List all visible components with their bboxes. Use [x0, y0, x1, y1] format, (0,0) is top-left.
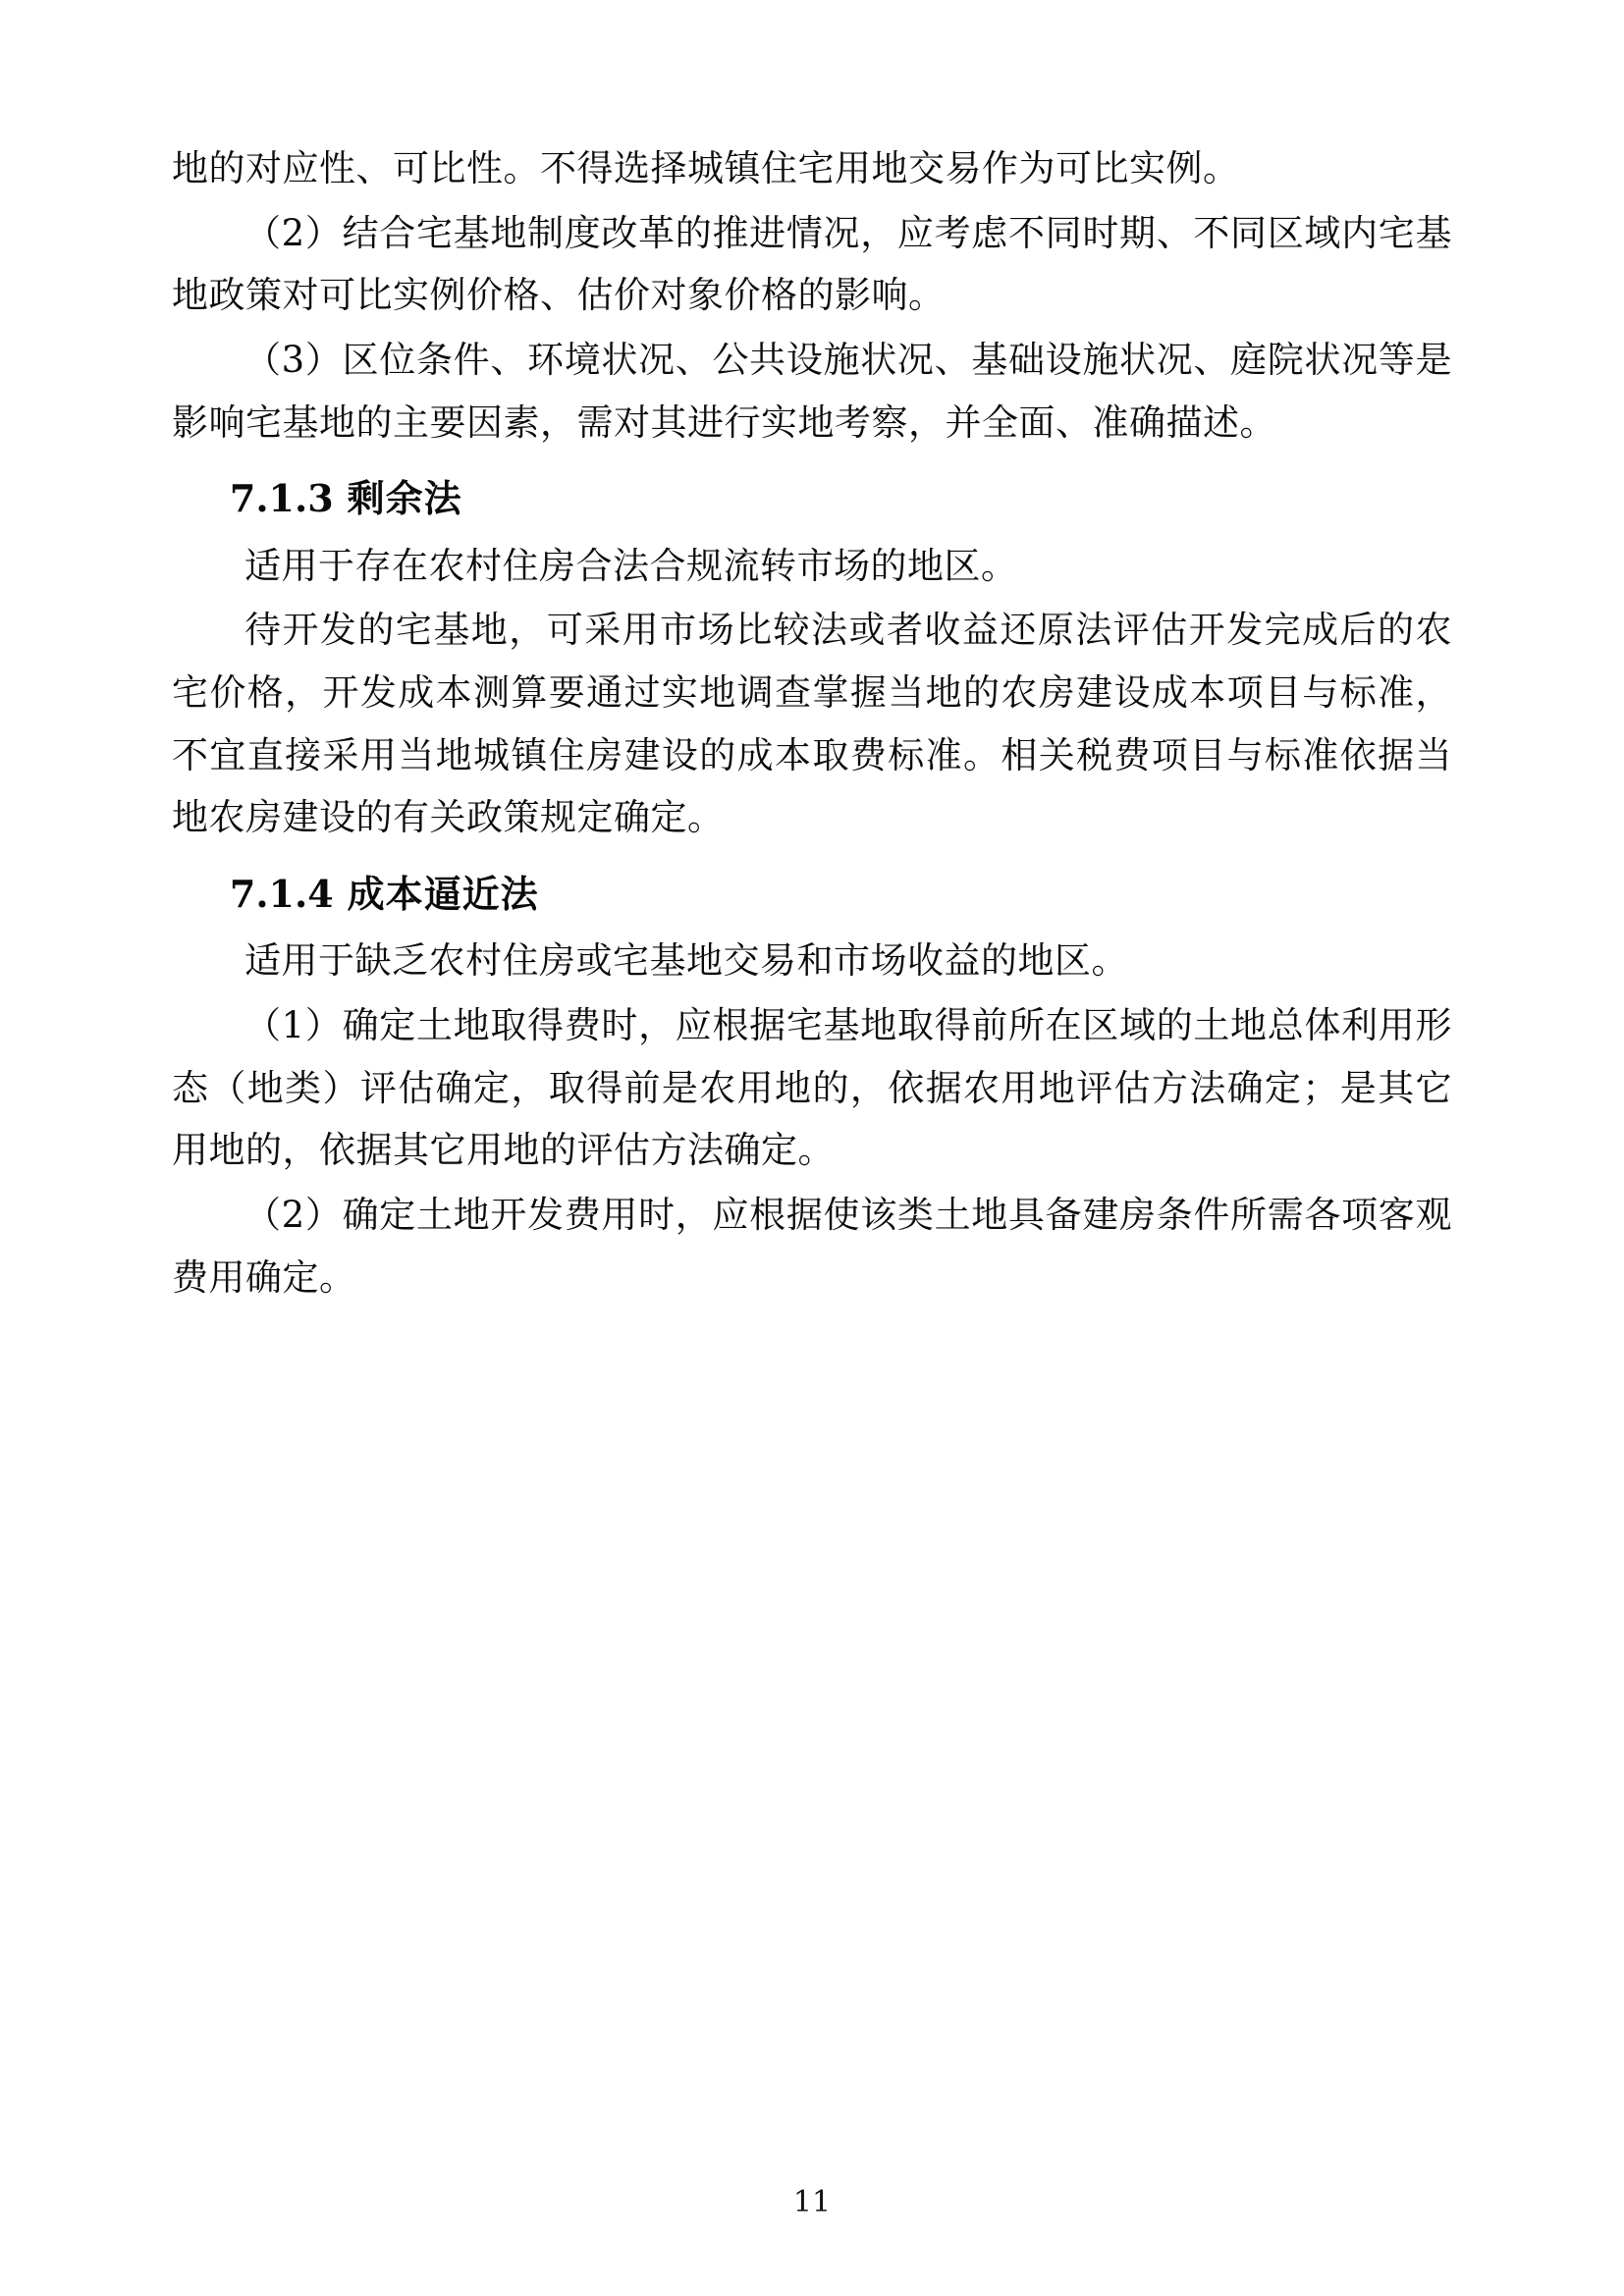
page-number: 11 — [792, 2185, 832, 2219]
paragraph-cost-item-2: （2）确定土地开发费用时，应根据使该类土地具备建房条件所需各项客观费用确定。 — [172, 1193, 1452, 1299]
paragraph-scope-cost-approach: 适用于缺乏农村住房或宅基地交易和市场收益的地区。 — [244, 939, 1128, 983]
section-title: 剩余法 — [347, 476, 462, 521]
page-content — [172, 137, 1452, 1308]
paragraph-residual-method-detail: 待开发的宅基地，可采用市场比较法或者收益还原法评估开发完成后的农宅价格，开发成本测算要通过实地调查掌握当地的农房建设成本项目与标准，不宜直接采用当地城镇住房建设的成本取费标准。相关税费项目与标准依据当地农房建设的有关政策规定确定。 — [172, 609, 1452, 839]
paragraph-item-3: （3）区位条件、环境状况、公共设施状况、基础设施状况、庭院状况等是影响宅基地的主要因素，需对其进行实地考察，并全面、准确描述。 — [172, 338, 1452, 444]
paragraph-item-2: （2）结合宅基地制度改革的推进情况，应考虑不同时期、不同区域内宅基地政策对可比实例价格、估价对象价格的影响。 — [172, 211, 1452, 317]
section-number: 7.1.3 — [229, 476, 334, 521]
section-heading-7-1-3 — [172, 467, 1452, 531]
paragraph-scope-residual-method: 适用于存在农村住房合法合规流转市场的地区。 — [244, 544, 1018, 587]
paragraph-continuation: 地的对应性、可比性。不得选择城镇住宅用地交易作为可比实例。 — [172, 147, 1240, 189]
paragraph-cost-item-1: （1）确定土地取得费时，应根据宅基地取得前所在区域的土地总体利用形态（地类）评估确定，取得前是农用地的，依据农用地评估方法确定；是其它用地的，依据其它用地的评估方法确定。 — [172, 1004, 1452, 1172]
section-heading-7-1-4 — [172, 863, 1452, 927]
section-number: 7.1.4 — [229, 871, 334, 916]
section-title: 成本逼近法 — [347, 871, 539, 916]
